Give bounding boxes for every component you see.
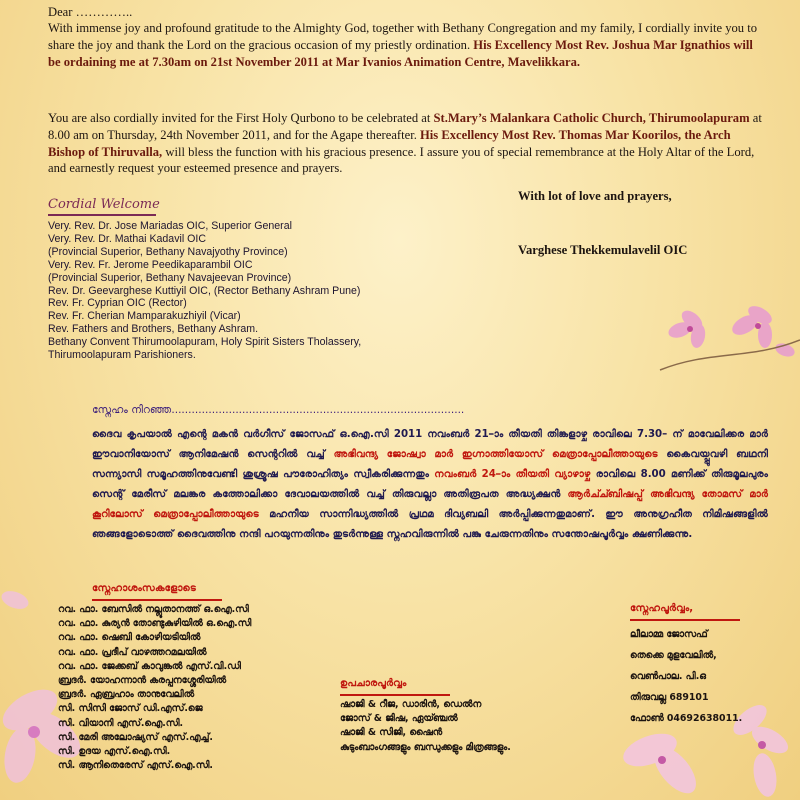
ml-highlight: ആർച്ച്ബിഷപ്പ് അഭിവന്ദ്യ തോമസ് മാർ കൂറിലോസ് മെത്രാപ്പോലീത്തായുടെ [92,489,768,520]
hospitality-heading: ഉപചാരപൂർവ്വം [340,678,407,689]
salutation: Dear ………….. [48,5,133,19]
regards-line: റവ. ഫാ. ഷെബി കോഴിയടിയിൽ [58,632,201,644]
hospitality-line: ഷാജി & റീജ, ഡാരിൻ, ഡെൽന [340,699,482,710]
archbishop-name: His Excellency Most Rev. Thomas Mar Koorilos, the Arch Bishop of Thiruvalla, [48,127,731,159]
ml-text: ദൈവ കൃപയാൽ എന്റെ മകൻ വർഗീസ് ജോസഫ് ഒ.ഐ.സി 2011 നവംബർ 21–ാം തീയതി തിങ്കളാഴ്ച രാവിലെ 7.30– ന് മാവേലിക്കര മാർ ഈവാനിയോസ് ആനിമേഷൻ സെന്ററിൽ വച്ച് [92,429,768,460]
regards-line: സി. സിസി ജോസ് ഡി.എസ്.ജെ [58,703,203,715]
closing-line: With lot of love and prayers, [518,189,672,203]
para2-text-a: You are also cordially invited for the First Holy Qurbono to be celebrated at [48,111,434,125]
invitation-paragraph-1 [48,20,763,70]
welcome-line: Rev. Dr. Geevarghese Kuttiyil OIC, (Rector Bethany Ashram Pune) [48,284,361,297]
regards-line: സി. മേരി അലോഷ്യസ് എസ്.എച്ച്. [58,731,213,743]
welcome-line: Rev. Fr. Cherian Mamparakuzhiyil (Vicar) [48,310,241,323]
welcome-list [48,220,361,362]
welcome-line: Rev. Fr. Cyprian OIC (Rector) [48,297,187,310]
regards-line: സി. വിയാനി എസ്.ഐ.സി. [58,717,184,729]
heading-underline [48,214,156,216]
regards-line: സി. ഉദയ എസ്.ഐ.സി. [58,746,171,758]
address-line: ലീലാമ്മ ജോസഫ് [630,629,708,640]
regards-line: ബ്രദർ. ഏബ്രഹാം താനുവേലിൽ [58,689,195,701]
ml-highlight: അഭിവന്ദ്യ ജോഷ്വാ മാർ ഇഗ്നാത്തിയോസ് മെത്രാപ്പോലീത്തായുടെ [333,449,658,460]
heading-underline [92,599,222,601]
signature: Varghese Thekkemulavelil OIC [518,243,688,257]
regards-heading: സ്നേഹാശംസകളോടെ [92,583,196,594]
address-line: തെക്കെ മുളവേലിൽ, [630,650,717,661]
welcome-line: Thirumoolapuram Parishioners. [48,349,196,362]
sender-address [630,624,742,729]
invitation-paragraph-2 [48,110,763,177]
welcome-line: (Provincial Superior, Bethany Navajyothy Province) [48,245,288,258]
malayalam-invitation-text [92,425,768,545]
address-line: ഫോൺ 04692638011. [630,713,743,724]
regards-line: സി. ആനിതെരേസ് എസ്.ഐ.സി. [58,760,213,772]
regards-list [58,603,251,773]
ml-text: മഹനീയ സാന്നിദ്ധ്യത്തിൽ പ്രഥമ ദിവ്യബലി അർപ്പിക്കുന്നതുമാണ്. ഈ അനുഗ്രഹീത നിമിഷങ്ങളിൽ ഞങ്ങളോടൊത്ത് ദൈവത്തിനു നന്ദി പറയുന്നതിനും തുടർന്നുള്ള സ്നഹവിരുന്നിൽ പങ്കു ചേരുന്നതിനും സന്തോഷപൂർവ്വം ക്ഷണിക്കുന്നു. [92,509,768,540]
malayalam-greeting: സ്നേഹം നിറഞ്ഞ....................................................................................... [92,404,465,416]
welcome-line: Very. Rev. Fr. Jerome Peedikaparambil OIC [48,258,253,271]
para1-text: With immense joy and profound gratitude to the Almighty God, together with Bethany Congregation and my family, I cordially invite you to share the joy and thank the Lord on the gracious occasion of my priestly ordination. [48,21,758,52]
flower-icon [650,290,800,380]
regards-line: റവ. ഫാ. ബേസിൽ നല്ലൂതാനത്ത് ഒ.ഐ.സി [58,604,249,615]
welcome-line: Rev. Fathers and Brothers, Bethany Ashram. [48,323,259,336]
heading-underline [630,619,740,621]
church-name: St.Mary’s Malankara Catholic Church, Thirumoolapuram [433,111,750,125]
hospitality-line: ജോസ് & ജിഷ, ഏയ്ഞ്ചൽ [340,713,458,725]
ml-text: കൈവയ്പ്പുവഴി ബഥനി സന്ന്യാസി സമൂഹത്തിനുവേണ്ടി ശുശ്രൂഷ പൗരോഹിത്യം സ്വീകരിക്കുന്നതും [92,449,768,480]
ml-text: രാവിലെ 8.00 മണിക്ക് തിരുമൂലപുരം സെന്റ് മേരീസ് മലങ്കര കത്തോലിക്കാ ദേവാലയത്തിൽ വച്ച് തിരുവല്ലാ അതിരൂപത അദ്ധ്യക്ഷൻ [92,469,768,500]
para2-text-e: will bless the function with his gracious presence. I assure you of special remembrance at the Holy Altar of the Lord, and earnestly request your esteemed presence and prayers. [48,144,755,176]
welcome-line: Very. Rev. Dr. Jose Mariadas OIC, Superior General [48,220,292,232]
ordination-details: His Excellency Most Rev. Joshua Mar Ignathios will be ordaining me at 7.30am on 21st November 2011 at Mar Ivanios Animation Centre, Mavelikkara. [48,37,753,69]
welcome-line: Very. Rev. Dr. Mathai Kadavil OIC [48,232,206,245]
cordial-welcome-heading: Cordial Welcome [48,197,160,212]
love-heading: സ്നേഹപൂർവ്വം, [630,603,694,614]
welcome-line: (Provincial Superior, Bethany Navajeevan Province) [48,271,292,284]
hospitality-line: ഷാജി & സിജി, ഷൈൻ [340,727,443,739]
ml-highlight: നവംബർ 24–ാം തീയതി വ്യാഴാഴ്ച [434,469,591,480]
para2-text-c: at 8.00 am on Thursday, 24th November 2011, and for the Agape thereafter. [48,111,762,142]
address-line: തിരുവല്ല 689101 [630,692,709,703]
hospitality-list [340,698,511,755]
regards-line: റവ. ഫാ. കുര്യൻ തോണ്ടുകുഴിയിൽ ഒ.ഐ.സി [58,618,252,630]
regards-line: റവ. ഫാ. പ്രദീപ് വാഴത്തറമലയിൽ [58,646,207,658]
regards-line: റവ. ഫാ. ജേക്കബ് കാവുങ്കൽ എസ്.വി.ഡി [58,660,241,672]
address-line: വെൺപാല. പി.ഒ [630,671,706,682]
heading-underline [340,694,450,696]
hospitality-line: കുടുംബാംഗങ്ങളും ബന്ധുക്കളും മിത്രങ്ങളും. [340,741,511,753]
welcome-line: Bethany Convent Thirumoolapuram, Holy Spirit Sisters Tholassery, [48,336,362,349]
regards-line: ബ്രദർ. യോഹന്നാൻ കരപ്പനശ്ശേരിയിൽ [58,675,227,687]
